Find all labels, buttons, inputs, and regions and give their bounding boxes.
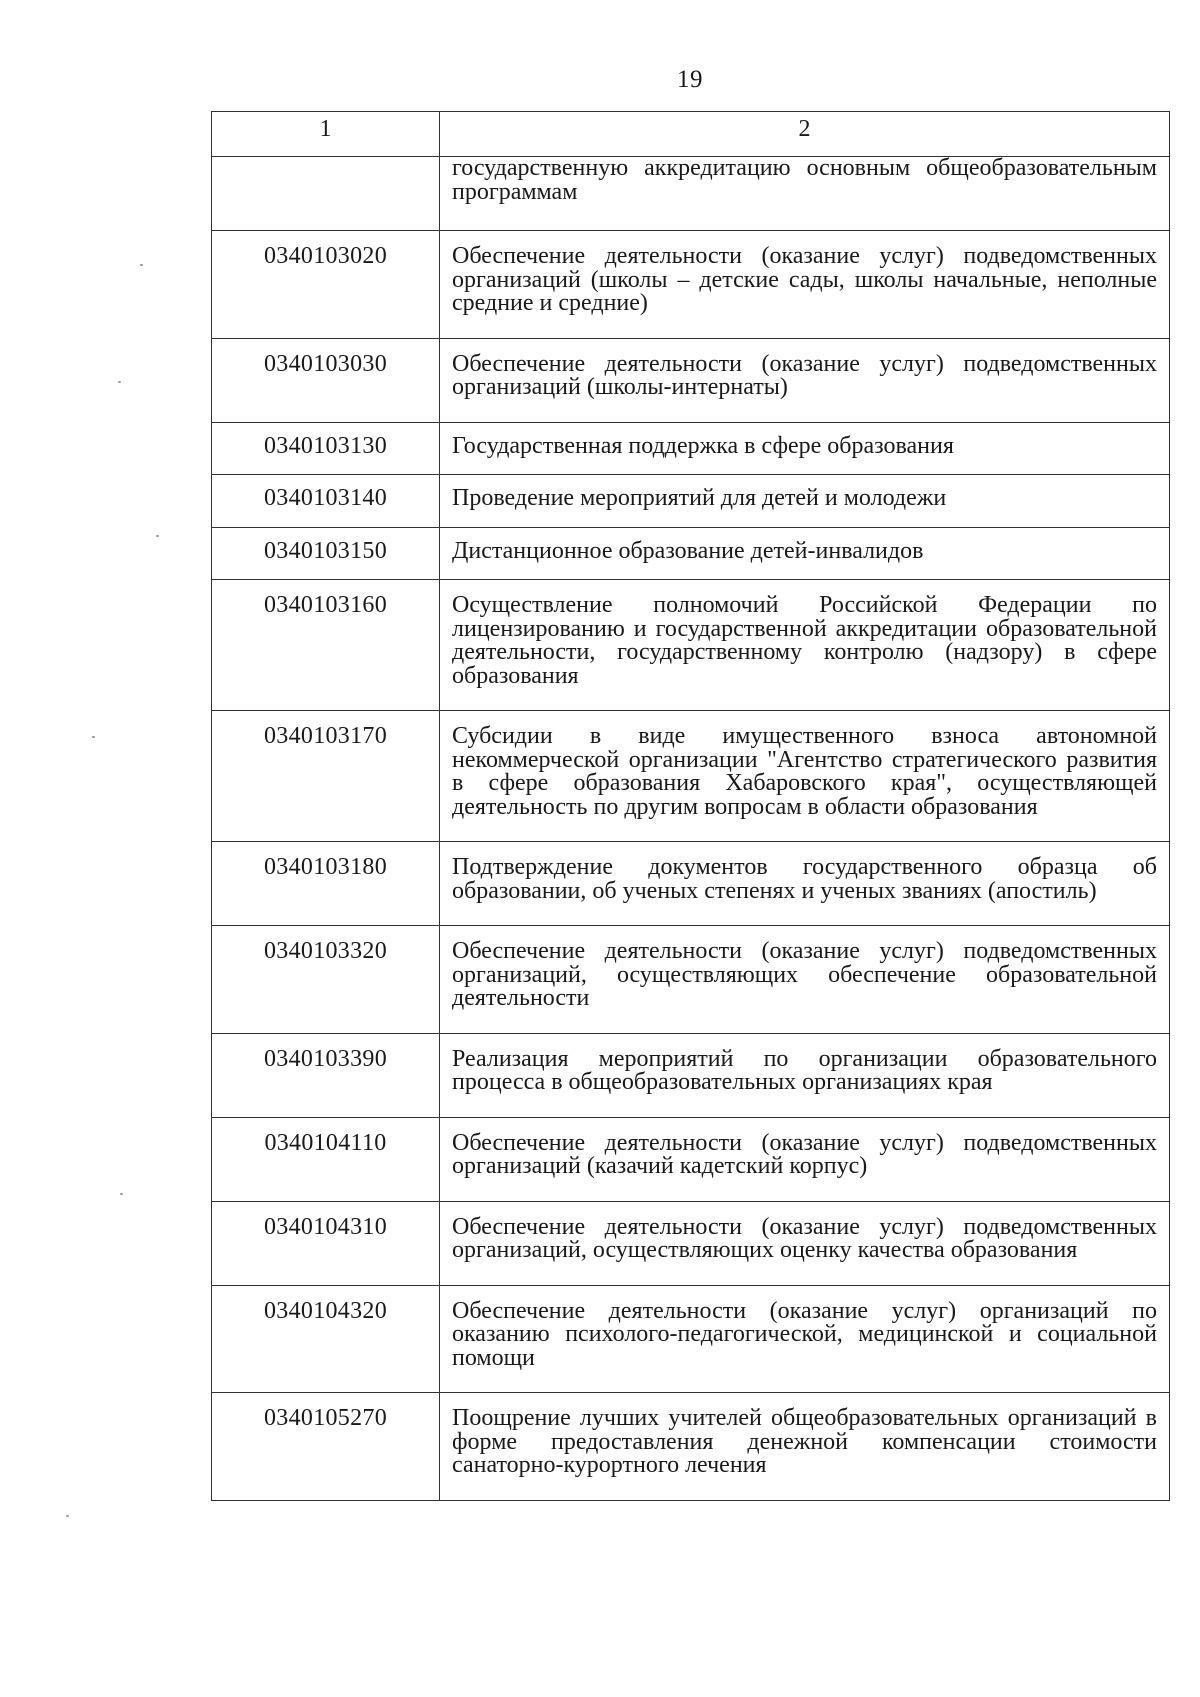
table-row [212, 580, 1170, 711]
row-description: Обеспечение деятельности (оказание услуг) подведомственных организаций (школы-интернаты) [440, 338, 1170, 422]
table-row [212, 527, 1170, 580]
scan-speck [66, 1515, 69, 1517]
table-row [212, 1033, 1170, 1117]
row-description: Осуществление полномочий Российской Федерации по лицензированию и государственной аккредитации образовательной деятельности, государственному контролю (надзору) в сфере образования [440, 580, 1170, 711]
row-description: Реализация мероприятий по организации образовательного процесса в общеобразовательных организациях края [440, 1033, 1170, 1117]
table-row [212, 1285, 1170, 1393]
scan-speck [120, 1193, 123, 1195]
table-row [212, 422, 1170, 475]
row-description: Обеспечение деятельности (оказание услуг) подведомственных организаций, осуществляющих оценку качества образования [440, 1201, 1170, 1285]
row-code: 0340104110 [212, 1117, 440, 1201]
scan-speck [118, 381, 121, 383]
row-code: 0340104320 [212, 1285, 440, 1393]
column-header-description: 2 [440, 112, 1170, 157]
row-code: 0340103160 [212, 580, 440, 711]
table-row [212, 842, 1170, 926]
row-description: Проведение мероприятий для детей и молодежи [440, 475, 1170, 528]
column-header-code: 1 [212, 112, 440, 157]
row-code: 0340103150 [212, 527, 440, 580]
table-row [212, 338, 1170, 422]
scan-speck [140, 264, 143, 266]
row-description: государственную аккредитацию основным общеобразовательным программам [440, 157, 1170, 231]
table-row [212, 475, 1170, 528]
table-row [212, 711, 1170, 842]
row-description: Поощрение лучших учителей общеобразовательных организаций в форме предоставления денежной компенсации стоимости санаторно-курортного лечения [440, 1393, 1170, 1501]
row-code: 0340104310 [212, 1201, 440, 1285]
row-code: 0340103390 [212, 1033, 440, 1117]
row-description: Обеспечение деятельности (оказание услуг) подведомственных организаций (казачий кадетский корпус) [440, 1117, 1170, 1201]
row-code [212, 157, 440, 231]
table-row [212, 1117, 1170, 1201]
row-description: Субсидии в виде имущественного взноса автономной некоммерческой организации "Агентство стратегического развития в сфере образования Хабаровского края", осуществляющей деятельность по другим вопросам в области образования [440, 711, 1170, 842]
row-code: 0340103140 [212, 475, 440, 528]
row-description: Обеспечение деятельности (оказание услуг) организаций по оказанию психолого-педагогической, медицинской и социальной помощи [440, 1285, 1170, 1393]
table-row [212, 157, 1170, 231]
row-description: Обеспечение деятельности (оказание услуг) подведомственных организаций (школы – детские сады, школы начальные, неполные средние и средние) [440, 231, 1170, 339]
row-code: 0340103030 [212, 338, 440, 422]
row-code: 0340103130 [212, 422, 440, 475]
page-number: 19 [677, 66, 703, 93]
table-row [212, 1201, 1170, 1285]
scan-speck [156, 535, 159, 537]
row-code: 0340103020 [212, 231, 440, 339]
row-description: Подтверждение документов государственного образца об образовании, об ученых степенях и ученых званиях (апостиль) [440, 842, 1170, 926]
table-header-row [212, 112, 1170, 157]
row-code: 0340103320 [212, 926, 440, 1034]
table-row [212, 1393, 1170, 1501]
budget-classification-table [211, 111, 1170, 1501]
table-row [212, 231, 1170, 339]
row-description: Дистанционное образование детей-инвалидов [440, 527, 1170, 580]
row-code: 0340103180 [212, 842, 440, 926]
row-code: 0340105270 [212, 1393, 440, 1501]
row-code: 0340103170 [212, 711, 440, 842]
row-description: Государственная поддержка в сфере образования [440, 422, 1170, 475]
row-description: Обеспечение деятельности (оказание услуг) подведомственных организаций, осуществляющих обеспечение образовательной деятельности [440, 926, 1170, 1034]
table-row [212, 926, 1170, 1034]
scan-speck [92, 736, 95, 738]
